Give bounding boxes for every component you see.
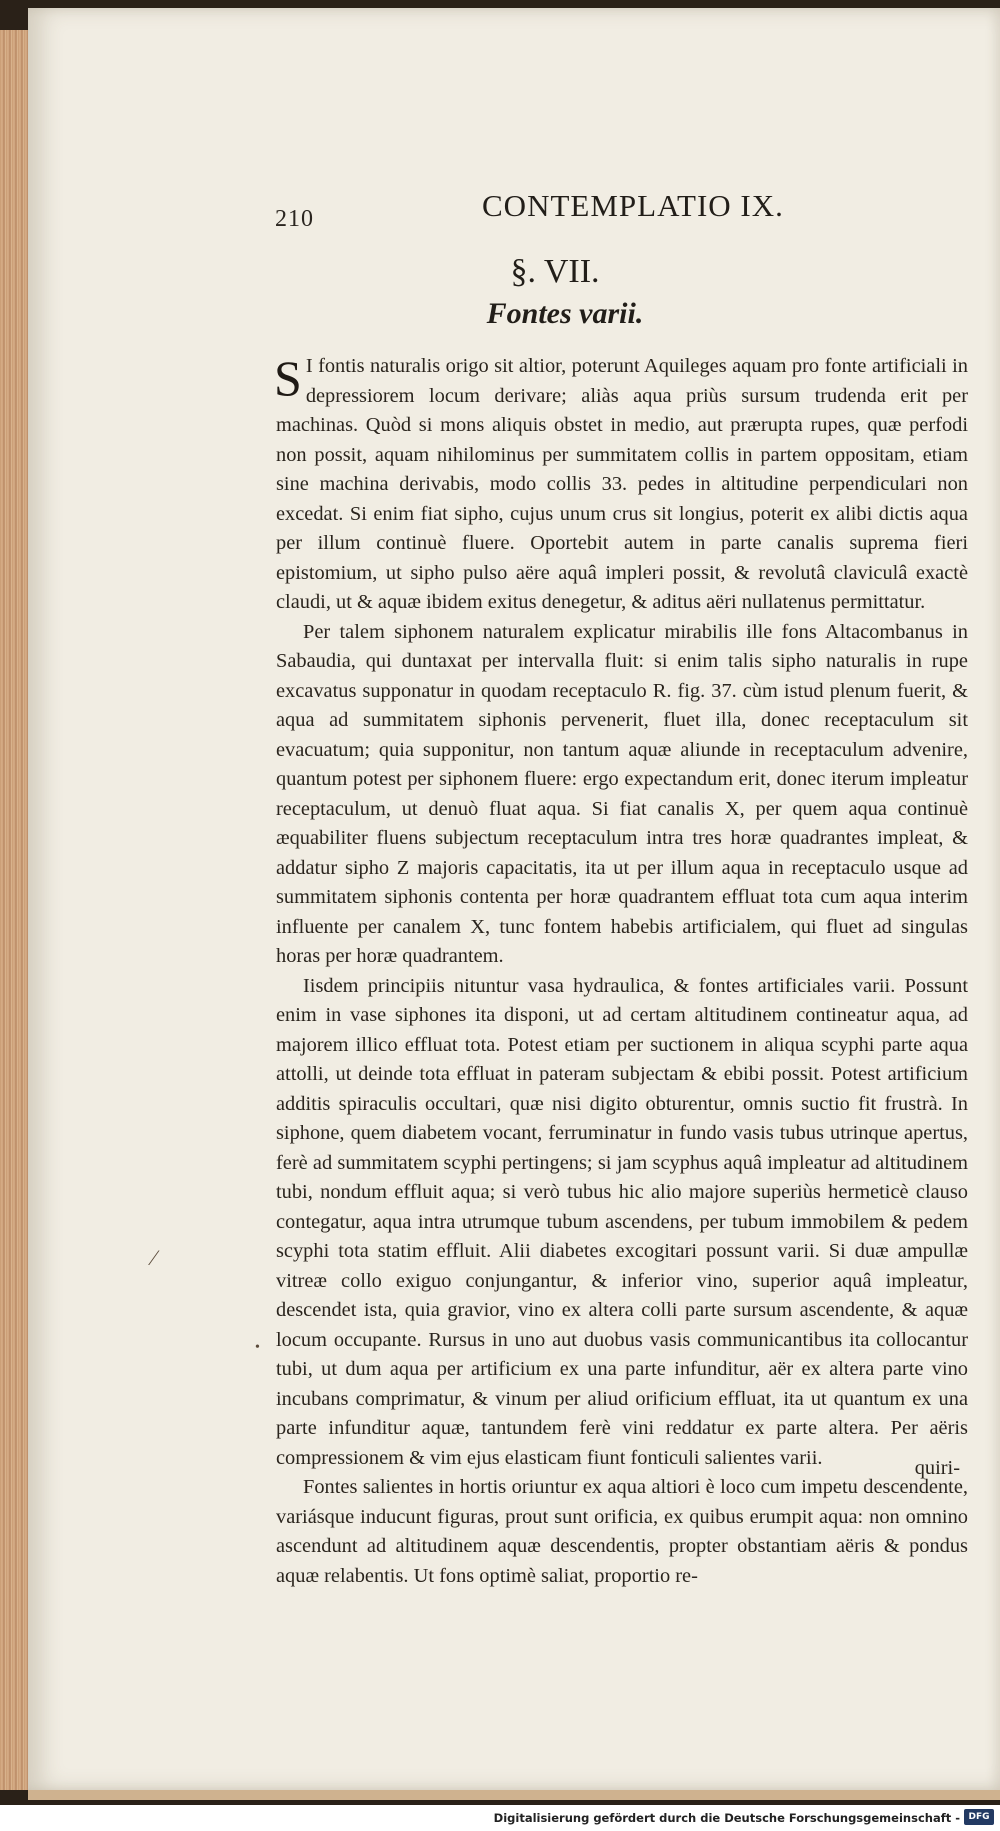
margin-ink-mark: ⁄ — [152, 1245, 156, 1270]
paragraph: Iisdem principiis nituntur vasa hydraulica, & fontes artificiales varii. Possunt enim in vase siphones ita disponi, ut ad certam altitudinem contineatur aqua, ad majorem illico effluat tota. Potest etiam per suctionem in aliqua scyphi parte aqua attolli, ut deinde tota effluat in pateram subjectam & ebibi possit. Potest artificium additis spiraculis occultari, quæ nisi digito obturentur, omnis suctio fit frustrà. In siphone, quem diabetem vocant, ferruminatur in fundo vasis tubus utrinque apertus, ferè ad summitatem scyphi pertingens; si jam scyphus aquâ impleatur ad altitudinem tubi, nondum effluit aqua; si verò tubus hic alio majore superiùs hermeticè clauso contegatur, aqua intra utrumque tubum ascendens, per tubum immobilem & pedem scyphi tota statim effluit. Alii diabetes excogitari possunt varii. Si duæ ampullæ vitreæ collo exiguo conjungantur, & inferior vino, superior aquâ impleatur, descendet ista, quia gravior, vino ex altera colli parte sursum ascendente, & aquæ locum occupante. Rursus in uno aut duobus vasis communicantibus ita collocantur tubi, ut dum aqua per artificium ex una parte infunditur, aër ex altera parte vino incubans comprimatur, & vinum per aliud orificium effluat, ita ut quantum ex una parte infunditur aquæ, tantundem ferè vini reddatur ex parte altera. Per aëris compressionem & vim ejus elasticam fiunt fonticuli salientes varii. — [276, 974, 968, 1469]
paragraph-text: I fontis naturalis origo sit altior, poterunt Aquileges aquam pro fonte artificiali in depressiorem locum derivare; aliàs aqua priùs sursum trudenda erit per machinas. Quòd si mons aliquis obstet in medio, aut prærupta rupes, quæ perfodi non possit, aquam nihilominus per summitatem collis in partem oppositam, etiam sine machina derivabis, modo collis 33. pedes in altitudine perpendiculari non excedat. Si enim fiat sipho, cujus unum crus sit longius, poterit ex alibi dictis aqua per illum continuè fluere. Oportebit autem in parte canalis suprema fieri epistomium, ut sipho pulso aëre aquâ impleri possit, & revolutâ claviculâ exactè claudi, ut & aquæ ibidem exitus denegetur, & aditus aëri nullatenus permittatur. — [276, 355, 968, 613]
paragraph — [276, 352, 968, 618]
dfg-logo: DFG — [964, 1809, 994, 1825]
page-bottom-edge — [28, 1790, 1000, 1800]
digitization-credit: Digitalisierung gefördert durch die Deutsche Forschungsgemeinschaft - — [493, 1811, 960, 1825]
section-title: Fontes varii. — [486, 297, 644, 330]
drop-cap: S — [274, 350, 302, 406]
body-text — [276, 352, 968, 1591]
running-title: CONTEMPLATIO IX. — [482, 188, 784, 223]
section-number: §. VII. — [510, 253, 600, 290]
paragraph: Per talem siphonem naturalem explicatur mirabilis ille fons Altacombanus in Sabaudia, qui duntaxat per intervalla fluit: si enim talis sipho naturalis in rupe excavatus supponatur in quodam receptaculo R. fig. 37. cùm istud plenum fuerit, & aqua ad summitatem siphonis pervenerit, fluet illa, donec receptaculum sit evacuatum; quia supponitur, non tantum aquæ aliunde in receptaculum advenire, quantum potest per siphonem fluere: ergo expectandum erit, donec iterum impleatur receptaculum, ut denuò fluat aqua. Si fiat canalis X, per quem aqua continuè æquabiliter fluens subjectum receptaculum intra tres horæ quadrantes impleat, & addatur sipho Z majoris capacitatis, ita ut per illum aqua in receptaculo usque ad summitatem siphonis contenta per horæ quadrantem effluat tota cum aqua interim influente per canalem X, tunc fontem habebis artificialem, qui fluet ad singulas horas per horæ quadrantem. — [276, 620, 968, 967]
catchword: quiri- — [914, 1457, 960, 1479]
margin-ink-dot: • — [255, 1340, 260, 1355]
paragraph: Fontes salientes in hortis oriuntur ex aqua altiori è loco cum impetu descendente, variásque inducunt figuras, prout sunt orificia, ex quibus erumpit aqua: non omnino ascendunt ad altitudinem aquæ descendentis, propter obstantiam aëris & pondus aquæ relabentis. Ut fons optimè saliat, proportio re- — [276, 1476, 968, 1587]
page-number: 210 — [275, 206, 314, 232]
